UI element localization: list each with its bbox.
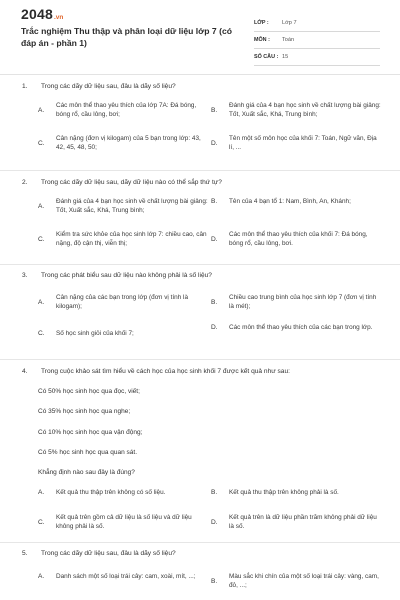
option-c[interactable] xyxy=(38,513,208,531)
option-d[interactable] xyxy=(211,134,381,152)
question-text: Trong các phát biểu sau dữ liệu nào không phải là số liệu? xyxy=(41,272,212,279)
option-c[interactable] xyxy=(38,230,208,248)
option-text: Danh sách một số loại trái cây: cam, xoài, mít, ...; xyxy=(56,573,196,580)
option-text: Kết quả trên gồm cả dữ liệu là số liệu và dữ liệu không phải là số. xyxy=(56,514,192,531)
option-c[interactable] xyxy=(38,134,208,152)
option-b[interactable] xyxy=(211,293,381,311)
option-letter: C. xyxy=(38,139,45,147)
option-letter: A. xyxy=(38,489,45,497)
site-logo[interactable] xyxy=(21,6,63,22)
survey-result-line: Có 35% học sinh học qua nghe; xyxy=(38,408,131,415)
subject-value[interactable]: Toán xyxy=(282,37,295,43)
question-text: Trong các dãy dữ liệu sau, đâu là dãy số liệu? xyxy=(41,83,176,90)
question-divider xyxy=(0,359,400,360)
survey-result-line: Có 5% học sinh học qua quan sát. xyxy=(38,449,138,456)
subject-label: MÔN : xyxy=(254,37,270,43)
option-text: Đánh giá của 4 bạn học sinh về chất lượng bài giảng: Tốt, Xuất sắc, Khá, Trung bình; xyxy=(229,102,381,119)
page-title: Trắc nghiệm Thu thập và phân loại dữ liệu lớp 7 (có đáp án - phần 1) xyxy=(21,26,232,48)
option-letter: A. xyxy=(38,106,45,114)
class-value[interactable]: Lớp 7 xyxy=(282,20,297,26)
option-letter: A. xyxy=(38,573,45,581)
option-a[interactable] xyxy=(38,488,208,497)
question-count-value: 15 xyxy=(282,54,289,60)
option-d[interactable] xyxy=(211,513,381,531)
option-letter: C. xyxy=(38,235,45,243)
option-text: Số học sinh giỏi của khối 7; xyxy=(56,330,134,337)
question-stem xyxy=(22,82,392,91)
option-text: Kết quả trên là dữ liệu phần trăm không phải dữ liệu là số. xyxy=(229,514,377,531)
option-letter: B. xyxy=(211,577,218,585)
option-text: Các môn thể thao yêu thích của lớp 7A: Đá bóng, bóng rổ, cầu lông, bơi; xyxy=(56,102,197,119)
option-b[interactable] xyxy=(211,488,381,497)
option-b[interactable] xyxy=(211,197,381,206)
question-number: 3. xyxy=(22,272,28,279)
question-stem xyxy=(22,271,392,280)
option-letter: C. xyxy=(38,518,45,526)
question-divider xyxy=(0,170,400,171)
option-a[interactable] xyxy=(38,293,208,311)
option-text: Kết quả thu thập trên không phải là số. xyxy=(229,489,339,496)
option-d[interactable] xyxy=(211,323,381,332)
question-stem xyxy=(22,367,392,376)
option-letter: A. xyxy=(38,202,45,210)
question-divider xyxy=(0,542,400,543)
option-letter: B. xyxy=(211,198,218,206)
question-text: Trong cuộc khảo sát tìm hiểu về cách học của học sinh khối 7 được kết quả như sau: xyxy=(41,368,290,375)
option-letter: B. xyxy=(211,106,218,114)
page-header xyxy=(0,0,400,74)
option-text: Tên một số môn học của khối 7: Toán, Ngữ văn, Địa lí, ... xyxy=(229,135,377,152)
option-a[interactable] xyxy=(38,101,208,119)
option-text: Màu sắc khi chín của một số loại trái cây: vàng, cam, đỏ, ...; xyxy=(229,573,379,590)
quiz-info-panel xyxy=(254,15,380,66)
option-d[interactable] xyxy=(211,230,381,248)
logo-domain-text: .vn xyxy=(53,14,64,21)
question-number: 1. xyxy=(22,83,28,90)
survey-result-line: Có 50% học sinh học qua đọc, viết; xyxy=(38,388,140,395)
survey-result-line: Có 10% học sinh học qua vận động; xyxy=(38,429,143,436)
option-a[interactable] xyxy=(38,572,208,581)
question-number: 2. xyxy=(22,179,28,186)
option-text: Đánh giá của 4 bạn học sinh về chất lượng bài giảng: Tốt, Xuất sắc, Khá, Trung bình; xyxy=(56,198,208,215)
option-text: Tên của 4 bạn tổ 1: Nam, Bình, An, Khánh; xyxy=(229,198,351,205)
option-letter: B. xyxy=(211,489,218,497)
question-divider xyxy=(0,264,400,265)
question-number: 4. xyxy=(22,368,28,375)
option-letter: D. xyxy=(211,235,218,243)
option-text: Cân nặng (đơn vị kilogam) của 5 bạn trong lớp: 43, 42, 45, 48, 50; xyxy=(56,135,201,152)
option-c[interactable] xyxy=(38,329,208,338)
class-label: LỚP : xyxy=(254,20,269,26)
option-letter: D. xyxy=(211,139,218,147)
question-count-label: SỐ CÂU : xyxy=(254,54,279,60)
option-text: Kiểm tra sức khỏe của học sinh lớp 7: chiều cao, cân nặng, độ cận thị, viễn thị; xyxy=(56,231,207,248)
option-letter: D. xyxy=(211,324,218,332)
option-text: Các môn thể thao yêu thích của khối 7: Đá bóng, bóng rổ, cầu lông, bơi. xyxy=(229,231,368,248)
question-number: 5. xyxy=(22,550,28,557)
option-text: Kết quả thu thập trên không có số liệu. xyxy=(56,489,166,496)
option-b[interactable] xyxy=(211,101,381,119)
question-stem xyxy=(22,549,392,558)
question-count-row xyxy=(254,49,380,66)
option-text: Cân nặng của các bạn trong lớp (đơn vị tính là kilogam); xyxy=(56,294,189,311)
question-text: Trong các dãy dữ liệu sau, đâu là dãy số liệu? xyxy=(41,550,176,557)
option-a[interactable] xyxy=(38,197,208,215)
header-divider xyxy=(0,74,400,75)
option-letter: D. xyxy=(211,518,218,526)
option-b[interactable] xyxy=(211,572,381,590)
question-prompt: Khẳng định nào sau đây là đúng? xyxy=(38,469,135,476)
logo-main-text: 2048 xyxy=(21,6,53,22)
question-stem xyxy=(22,178,392,187)
question-text: Trong các dãy dữ liệu sau, dãy dữ liệu nào có thể sắp thứ tự? xyxy=(41,179,222,186)
option-letter: B. xyxy=(211,298,218,306)
option-text: Chiều cao trung bình của học sinh lớp 7 (đơn vị tính là mét); xyxy=(229,294,377,311)
option-letter: A. xyxy=(38,298,45,306)
option-text: Các môn thể thao yêu thích của các bạn trong lớp. xyxy=(229,324,373,331)
subject-row xyxy=(254,32,380,49)
option-letter: C. xyxy=(38,330,45,338)
class-row xyxy=(254,15,380,32)
